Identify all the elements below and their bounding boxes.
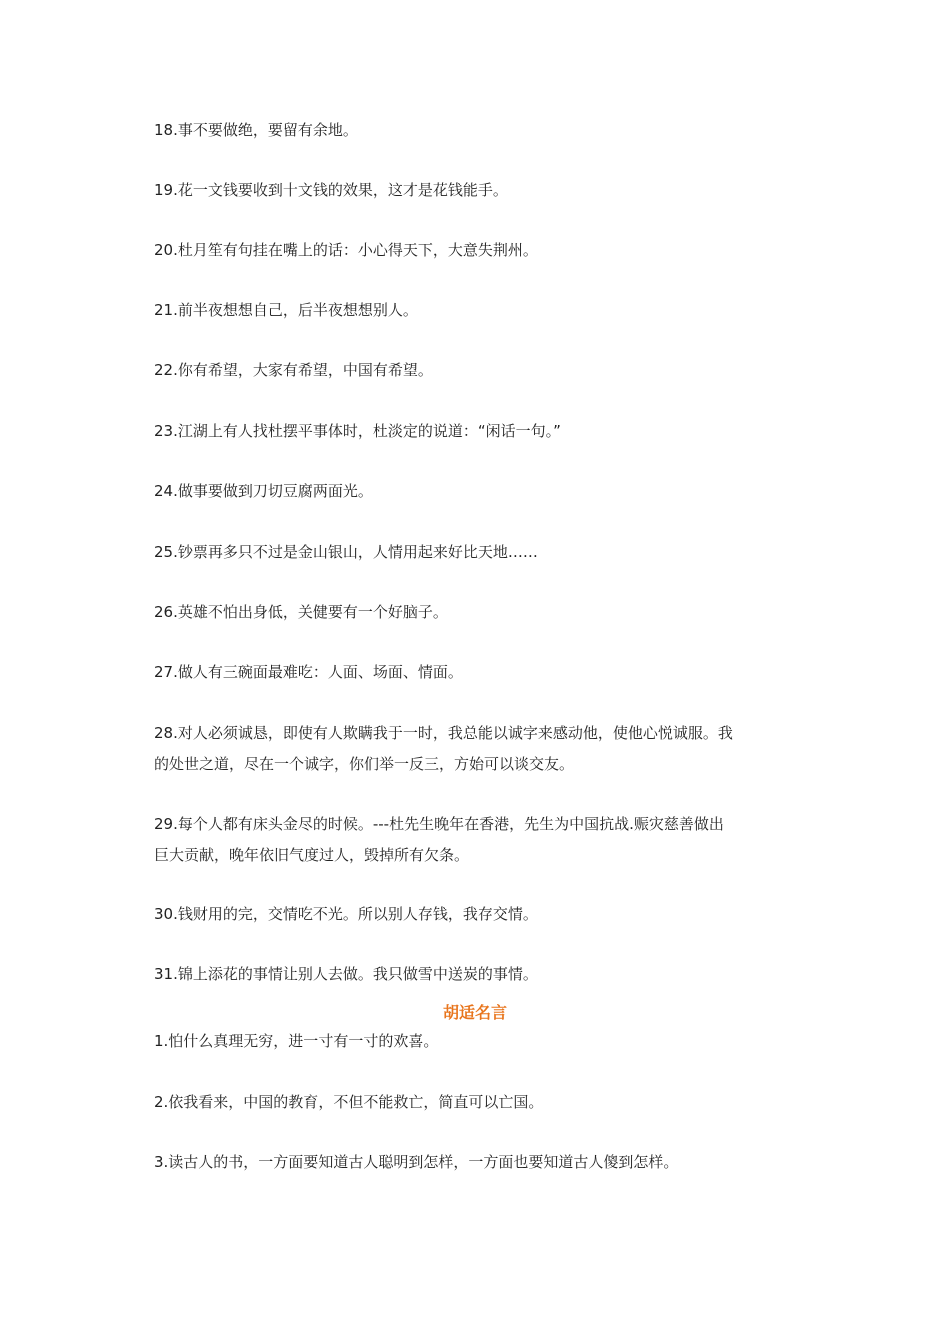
- quote-30: 30.钱财用的完，交情吃不光。所以别人存钱，我存交情。: [154, 905, 538, 923]
- quote-25: 25.钞票再多只不过是金山银山，人情用起来好比天地……: [154, 543, 538, 561]
- quote-22: 22.你有希望，大家有希望，中国有希望。: [154, 361, 433, 379]
- hu-quote-2: 2.依我看来，中国的教育，不但不能救亡，简直可以亡国。: [154, 1093, 544, 1111]
- quote-29-line-2: 巨大贡献，晚年依旧气度过人，毁掉所有欠条。: [154, 846, 470, 864]
- quote-27: 27.做人有三碗面最难吃：人面、场面、情面。: [154, 663, 463, 681]
- quote-26: 26.英雄不怕出身低，关健要有一个好脑子。: [154, 603, 448, 621]
- quote-20: 20.杜月笙有句挂在嘴上的话：小心得天下，大意失荆州。: [154, 241, 538, 259]
- quote-23: 23.江湖上有人找杜摆平事体时，杜淡定的说道：“闲话一句。”: [154, 422, 561, 440]
- quote-19: 19.花一文钱要收到十文钱的效果，这才是花钱能手。: [154, 181, 508, 199]
- quote-28-line-2: 的处世之道，尽在一个诚字，你们举一反三，方始可以谈交友。: [154, 755, 575, 773]
- quote-21: 21.前半夜想想自己，后半夜想想别人。: [154, 301, 418, 319]
- quote-24: 24.做事要做到刀切豆腐两面光。: [154, 482, 373, 500]
- section-heading: 胡适名言: [442, 1003, 507, 1022]
- quote-31: 31.锦上添花的事情让别人去做。我只做雪中送炭的事情。: [154, 965, 538, 983]
- hu-quote-3: 3.读古人的书，一方面要知道古人聪明到怎样，一方面也要知道古人傻到怎样。: [154, 1153, 679, 1171]
- quote-18: 18.事不要做绝，要留有余地。: [154, 121, 358, 139]
- quote-29-line-1: 29.每个人都有床头金尽的时候。---杜先生晚年在香港，先生为中国抗战.赈灾慈善做出: [154, 815, 724, 833]
- quote-28-line-1: 28.对人必须诚恳，即使有人欺瞒我于一时，我总能以诚字来感动他，使他心悦诚服。我: [154, 724, 733, 742]
- hu-quote-1: 1.怕什么真理无穷，进一寸有一寸的欢喜。: [154, 1032, 439, 1050]
